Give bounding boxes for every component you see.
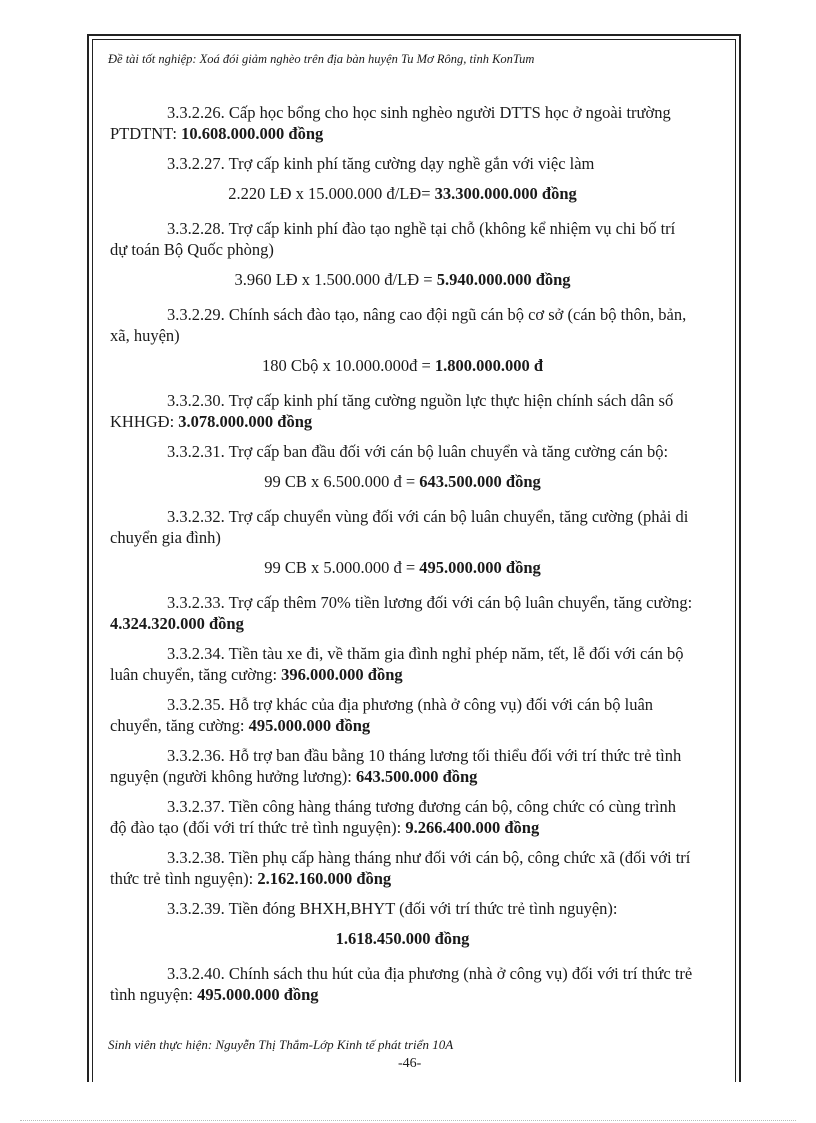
item-3-3-2-31: 3.3.2.31. Trợ cấp ban đầu đối với cán bộ luân chuyển và tăng cường cán bộ: <box>167 442 669 461</box>
item-3-3-2-39: 3.3.2.39. Tiền đóng BHXH,BHYT (đối với trí thức trẻ tình nguyện): <box>167 899 618 918</box>
formula-3-3-2-27: 2.220 LĐ x 15.000.000 đ/LĐ= 33.300.000.000 đồng <box>228 184 577 203</box>
formula-3-3-2-29: 180 Cbộ x 10.000.000đ = 1.800.000.000 đ <box>261 356 544 375</box>
amount: 495.000.000 đồng <box>197 985 319 1004</box>
formula-3-3-2-31: 99 CB x 6.500.000 đ = 643.500.000 đồng <box>264 472 541 491</box>
formula-3-3-2-39 <box>110 928 695 949</box>
amount: 495.000.000 đồng <box>419 558 541 577</box>
amount: 5.940.000.000 đồng <box>436 270 571 289</box>
page-number: -46- <box>398 1056 422 1071</box>
item-3-3-2-32: 3.3.2.32. Trợ cấp chuyển vùng đối với cán bộ luân chuyển, tăng cường (phải di chuyển gia đình) <box>110 507 689 547</box>
amount: 1.800.000.000 đ <box>434 356 544 375</box>
amount: 495.000.000 đồng <box>248 716 371 735</box>
page-footer: Sinh viên thực hiện: Nguyễn Thị Thắm-Lớp Kinh tế phát triển 10A <box>108 1037 454 1052</box>
item-3-3-2-38: 3.3.2.38. Tiền phụ cấp hàng tháng như đối với cán bộ, công chức xã (đối với trí thức trẻ tình nguyện): 2.162.160.000 đồng <box>110 848 691 888</box>
item-3-3-2-33: 3.3.2.33. Trợ cấp thêm 70% tiền lương đối với cán bộ luân chuyển, tăng cường: 4.324.320.000 đồng <box>110 593 693 633</box>
bottom-divider <box>20 1120 796 1121</box>
amount: 33.300.000.000 đồng <box>434 184 577 203</box>
amount: 643.500.000 đồng <box>419 472 541 491</box>
amount: 2.162.160.000 đồng <box>257 869 392 888</box>
formula-3-3-2-32: 99 CB x 5.000.000 đ = 495.000.000 đồng <box>264 558 541 577</box>
amount: 9.266.400.000 đồng <box>405 818 540 837</box>
item-3-3-2-36: 3.3.2.36. Hỗ trợ ban đầu bằng 10 tháng lương tối thiểu đối với trí thức trẻ tình nguyện (người không hưởng lương): 643.500.000 đồng <box>110 746 682 786</box>
document-body <box>110 102 695 1014</box>
amount: 396.000.000 đồng <box>281 665 403 684</box>
item-3-3-2-28: 3.3.2.28. Trợ cấp kinh phí đào tạo nghề tại chỗ (không kể nhiệm vụ chi bố trí dự toán Bộ Quốc phòng) <box>110 219 676 259</box>
item-3-3-2-34: 3.3.2.34. Tiền tàu xe đi, về thăm gia đình nghỉ phép năm, tết, lễ đối với cán bộ luân chuyển, tăng cường: 396.000.000 đồng <box>110 644 684 684</box>
page-header: Đề tài tốt nghiệp: Xoá đói giảm nghèo trên địa bàn huyện Tu Mơ Rông, tỉnh KonTum <box>108 52 535 66</box>
amount: 1.618.450.000 đồng <box>335 929 470 948</box>
item-3-3-2-37: 3.3.2.37. Tiền công hàng tháng tương đương cán bộ, công chức có cùng trình độ đào tạo (đối với trí thức trẻ tình nguyện): 9.266.400.000 đồng <box>110 797 676 837</box>
amount: 4.324.320.000 đồng <box>110 614 244 633</box>
amount: 10.608.000.000 đồng <box>181 124 324 143</box>
formula-3-3-2-28: 3.960 LĐ x 1.500.000 đ/LĐ = 5.940.000.000 đồng <box>234 270 571 289</box>
item-3-3-2-35: 3.3.2.35. Hỗ trợ khác của địa phương (nhà ở công vụ) đối với cán bộ luân chuyển, tăng cường: 495.000.000 đồng <box>110 695 654 735</box>
amount: 3.078.000.000 đồng <box>178 412 313 431</box>
item-3-3-2-26: 3.3.2.26. Cấp học bổng cho học sinh nghèo người DTTS học ở ngoài trường PTDTNT: 10.608.000.000 đồng <box>110 103 671 143</box>
amount: 643.500.000 đồng <box>355 767 478 786</box>
item-3-3-2-27: 3.3.2.27. Trợ cấp kinh phí tăng cường dạy nghề gắn với việc làm <box>167 154 595 173</box>
item-3-3-2-29: 3.3.2.29. Chính sách đào tạo, nâng cao đội ngũ cán bộ cơ sở (cán bộ thôn, bản, xã, huyện) <box>110 305 687 345</box>
item-3-3-2-30: 3.3.2.30. Trợ cấp kinh phí tăng cường nguồn lực thực hiện chính sách dân số KHHGĐ: 3.078.000.000 đồng <box>110 391 674 431</box>
item-3-3-2-40: 3.3.2.40. Chính sách thu hút của địa phương (nhà ở công vụ) đối với trí thức trẻ tình nguyện: 495.000.000 đồng <box>110 964 693 1004</box>
